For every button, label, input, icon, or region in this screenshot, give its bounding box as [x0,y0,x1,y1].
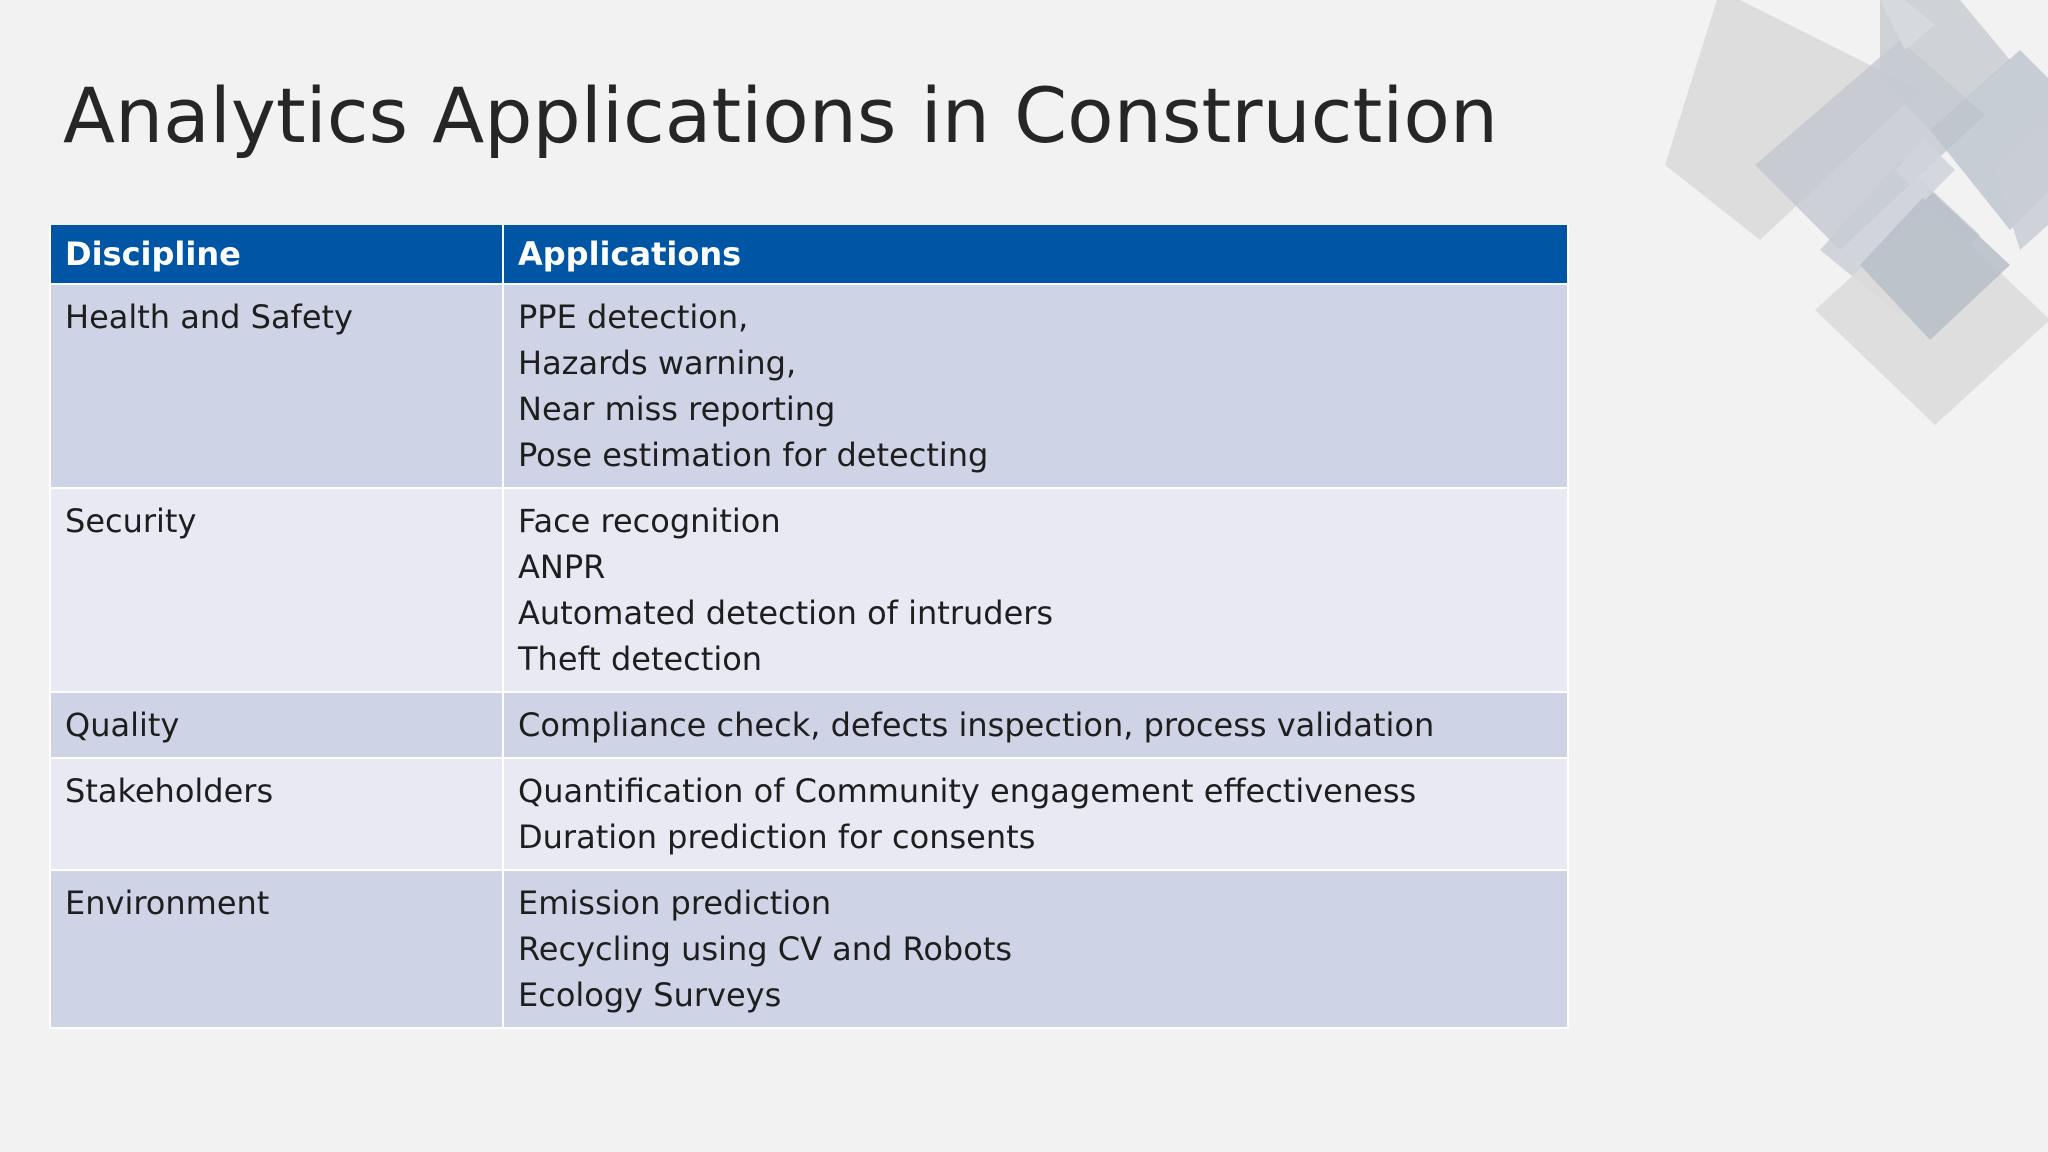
header-applications: Applications [503,225,1568,284]
applications-cell [503,284,1568,488]
table-row [50,488,1568,692]
applications-table [49,225,1569,1029]
application-item: Recycling using CV and Robots [518,930,1013,968]
application-item: PPE detection, [518,298,749,336]
application-item: Compliance check, defects inspection, process validation [518,706,1435,744]
discipline-cell: Security [50,488,503,692]
application-item: Pose estimation for detecting [518,436,989,474]
application-item: Duration prediction for consents [518,818,1036,856]
table-row [50,284,1568,488]
discipline-cell: Quality [50,692,503,758]
application-item: Hazards warning, [518,344,797,382]
table-row [50,692,1568,758]
table-row [50,758,1568,870]
table-row [50,870,1568,1028]
discipline-cell: Environment [50,870,503,1028]
application-item: Near miss reporting [518,390,836,428]
table-header-row [50,225,1568,284]
discipline-cell: Health and Safety [50,284,503,488]
application-item: Automated detection of intruders [518,594,1054,632]
application-item: Ecology Surveys [518,976,782,1014]
applications-cell [503,870,1568,1028]
applications-cell [503,488,1568,692]
application-item: Quantification of Community engagement effectiveness [518,772,1417,810]
application-item: Face recognition [518,502,781,540]
application-item: ANPR [518,548,606,586]
application-item: Emission prediction [518,884,832,922]
applications-cell [503,692,1568,758]
discipline-cell: Stakeholders [50,758,503,870]
application-item: Theft detection [518,640,763,678]
applications-cell [503,758,1568,870]
slide-title: Analytics Applications in Construction [63,71,1499,160]
header-discipline: Discipline [50,225,503,284]
